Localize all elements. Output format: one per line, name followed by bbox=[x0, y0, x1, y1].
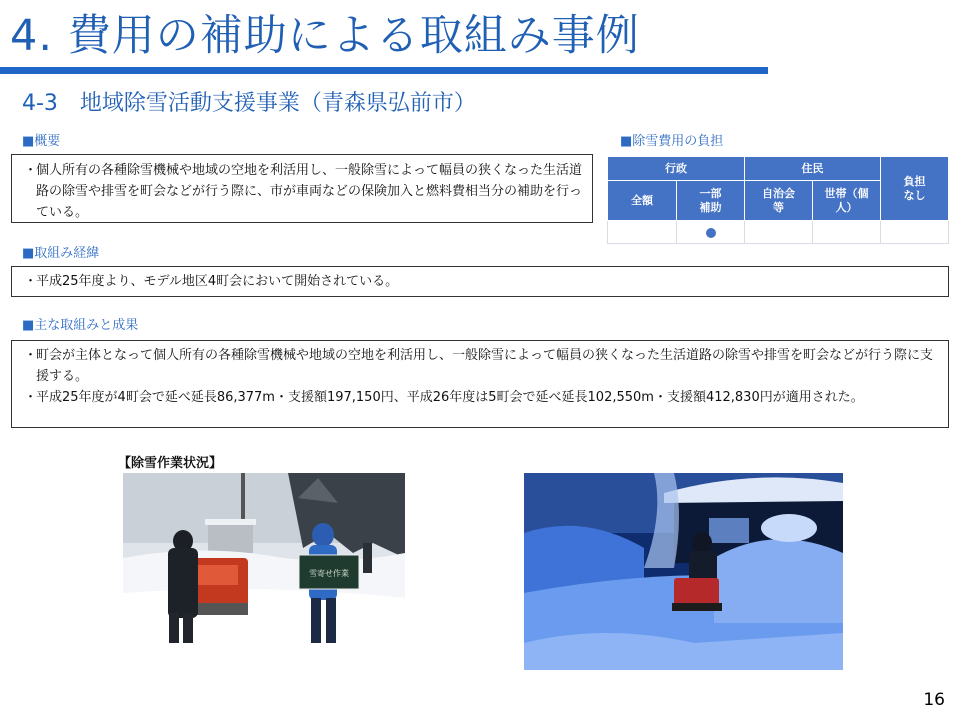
sign-text: 雪寄せ作業 bbox=[309, 569, 349, 578]
history-list bbox=[22, 271, 938, 292]
cell-zengaku bbox=[608, 221, 677, 244]
history-item: ・ 平成25年度より、モデル地区4町会において開始されている。 bbox=[22, 271, 938, 292]
cell-jichikai bbox=[745, 221, 813, 244]
cost-table-label: ■除雪費用の負担 bbox=[620, 134, 724, 149]
overview-item: ・ 個人所有の各種除雪機械や地域の空地を利活用し、一般除雪によって幅員の狭くなった生活道路の除雪や排雪を町会などが行う際に、市が車両などの保険加入と燃料費相当分の補助を行っている。 bbox=[22, 160, 582, 223]
overview-box bbox=[11, 154, 593, 223]
header-gyosei: 行政 bbox=[608, 157, 745, 181]
snow-photo-left bbox=[123, 473, 405, 670]
overview-label: ■概要 bbox=[22, 134, 61, 149]
title-underline bbox=[0, 67, 768, 74]
cell-ichibu-hojo bbox=[677, 221, 745, 244]
results-item: ・ 平成25年度が4町会で延べ延長86,377m・支援額197,150円、平成26年度は5町会で延べ延長102,550m・支援額412,830円が適用された。 bbox=[22, 387, 938, 408]
header-setai: 世帯（個人） bbox=[813, 181, 881, 221]
overview-list bbox=[22, 160, 582, 223]
page-number: 16 bbox=[923, 690, 945, 710]
results-list bbox=[22, 345, 938, 408]
history-label: ■取組み経緯 bbox=[22, 246, 100, 261]
header-futan-nashi: 負担なし bbox=[881, 157, 949, 221]
snow-photo-right bbox=[524, 473, 843, 670]
page-title: 4. 費用の補助による取組み事例 bbox=[10, 11, 640, 61]
cost-burden-table bbox=[607, 156, 949, 244]
header-jichikai: 自治会等 bbox=[745, 181, 813, 221]
results-label: ■主な取組みと成果 bbox=[22, 318, 139, 333]
header-jumin: 住民 bbox=[745, 157, 881, 181]
header-ichibu-hojo: 一部補助 bbox=[677, 181, 745, 221]
cell-futan-nashi bbox=[881, 221, 949, 244]
photo-caption: 【除雪作業状況】 bbox=[118, 456, 223, 471]
header-zengaku: 全額 bbox=[608, 181, 677, 221]
history-box bbox=[11, 266, 949, 297]
marked-dot-icon bbox=[706, 228, 716, 238]
results-item: ・ 町会が主体となって個人所有の各種除雪機械や地域の空地を利活用し、一般除雪によって幅員の狭くなった生活道路の除雪や排雪を町会などが行う際に支援する。 bbox=[22, 345, 938, 387]
page-subtitle: 4-3 地域除雪活動支援事業（青森県弘前市） bbox=[22, 91, 476, 116]
results-box bbox=[11, 340, 949, 428]
cell-setai bbox=[813, 221, 881, 244]
